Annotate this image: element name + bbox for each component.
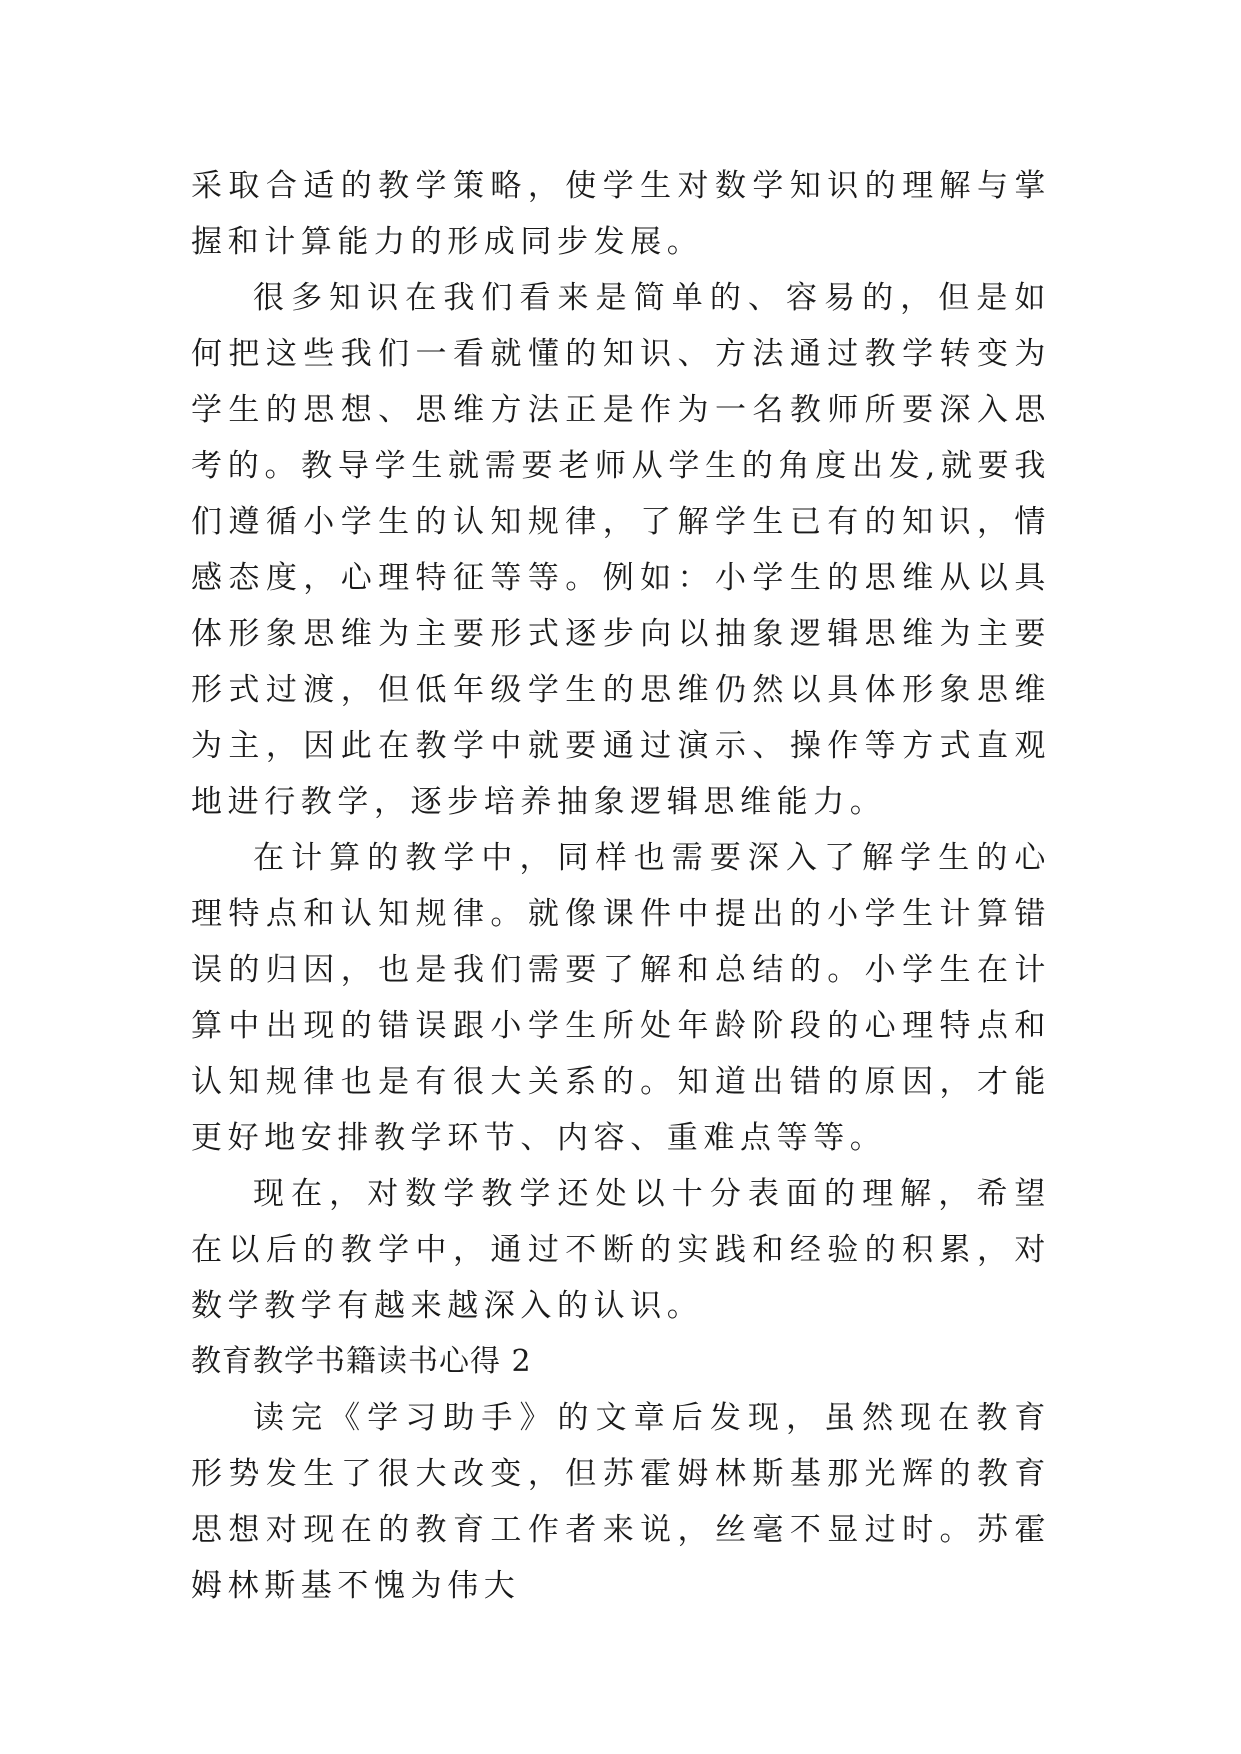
paragraph-5: 读完《学习助手》的文章后发现，虽然现在教育形势发生了很大改变，但苏霍姆林斯基那光辉的教育思想对现在的教育工作者来说，丝毫不显过时。苏霍姆林斯基不愧为伟大 (191, 1400, 1051, 1604)
paragraph-2: 很多知识在我们看来是简单的、容易的，但是如何把这些我们一看就懂的知识、方法通过教学转变为学生的思想、思维方法正是作为一名教师所要深入思考的。教导学生就需要老师从学生的角度出发,就要我们遵循小学生的认知规律，了解学生已有的知识，情感态度，心理特征等等。例如：小学生的思维从以具体形象思维为主要形式逐步向以抽象逻辑思维为主要形式过渡，但低年级学生的思维仍然以具体形象思维为主，因此在教学中就要通过演示、操作等方式直观地进行教学，逐步培养抽象逻辑思维能力。 (191, 280, 1051, 820)
paragraph-3: 在计算的教学中，同样也需要深入了解学生的心理特点和认知规律。就像课件中提出的小学生计算错误的归因，也是我们需要了解和总结的。小学生在计算中出现的错误跟小学生所处年龄阶段的心理特点和认知规律也是有很大关系的。知道出错的原因，才能更好地安排教学环节、内容、重难点等等。 (191, 840, 1051, 1156)
document-body (191, 158, 1051, 1614)
paragraph-1: 采取合适的教学策略，使学生对数学知识的理解与掌握和计算能力的形成同步发展。 (191, 168, 1051, 260)
paragraph-4: 现在，对数学教学还处以十分表面的理解，希望在以后的教学中，通过不断的实践和经验的积累，对数学教学有越来越深入的认识。 (191, 1176, 1051, 1324)
section-heading: 教育教学书籍读书心得 2 (191, 1344, 532, 1379)
